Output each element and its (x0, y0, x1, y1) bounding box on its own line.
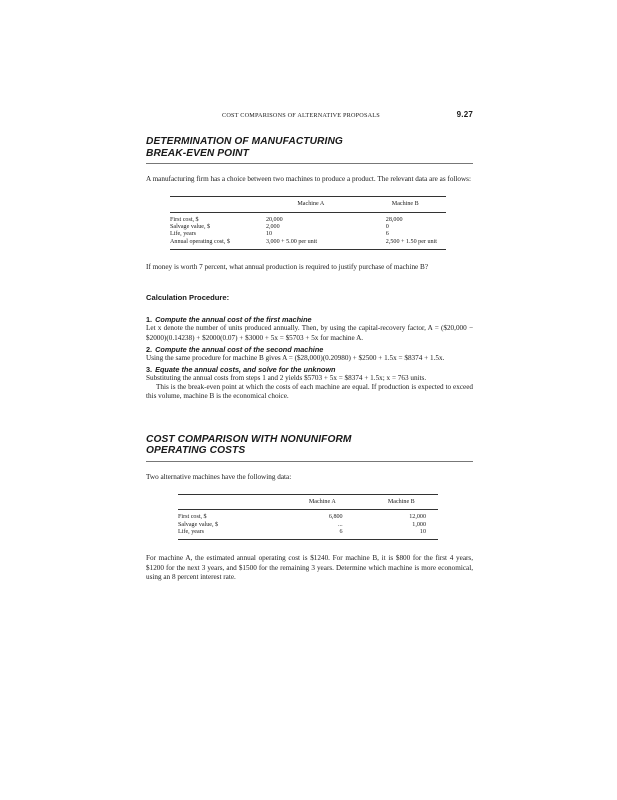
table-row (170, 212, 446, 224)
table-cell: 6 (280, 529, 365, 540)
problem-statement: For machine A, the estimated annual operating cost is $1240. For machine B, it is $800 for the first 4 years, $1200 for the next 3 years, and $1500 for the remaining 3 years. Determine which machine is more economical, using an 8 percent interest rate. (146, 554, 473, 581)
table-header-cell: Machine A (280, 494, 365, 509)
table-header-cell (178, 494, 280, 509)
step-title-text: Compute the annual cost of the first machine (155, 315, 312, 325)
table-cell: 0 (385, 224, 389, 231)
step-number: 1. (146, 315, 153, 325)
table-header-cell: Machine A (266, 197, 386, 212)
table-cell: 20,000 (265, 216, 283, 223)
machine-data-table (170, 196, 446, 250)
table-row (178, 522, 438, 529)
step-title-text: Equate the annual costs, and solve for the unknown (155, 365, 336, 375)
table-cell: 10 (265, 231, 273, 238)
table-header-cell (170, 197, 266, 212)
table-cell: 28,000 (385, 216, 403, 223)
table-cell: Annual operating cost, $ (170, 239, 266, 250)
table-cell: 6 (385, 231, 389, 238)
step-title (146, 365, 473, 374)
table-cell: First cost, $ (178, 514, 207, 521)
table-row (178, 510, 438, 522)
problem-intro: A manufacturing firm has a choice between two machines to produce a product. The relevant data are as follows: (146, 175, 471, 183)
table-cell: 1,000 (412, 521, 426, 528)
page-number: 9.27 (456, 110, 473, 119)
page-body (146, 110, 473, 582)
table-cell: 2,500 + 1.50 per unit (386, 239, 446, 250)
table-cell: First cost, $ (170, 216, 199, 223)
step-title (146, 345, 473, 354)
table-cell: Life, years (178, 529, 280, 540)
table-cell: Salvage value, $ (170, 224, 211, 231)
step-body-continued: This is the break-even point at which the costs of each machine are equal. If production is expected to exceed this volume, machine B is the economical choice. (146, 383, 473, 401)
table-row (178, 529, 438, 540)
table-row (170, 239, 446, 250)
section-heading-line: COST COMPARISON WITH NONUNIFORM (146, 433, 352, 445)
table-cell: 10 (365, 529, 438, 540)
problem-question: If money is worth 7 percent, what annual production is required to justify purchase of machine B? (146, 263, 429, 272)
step-title-text: Compute the annual cost of the second machine (155, 344, 324, 354)
step-body: Let x denote the number of units produced annually. Then, by using the capital-recovery factor, A = ($20,000 − $2000)(0.14238) + $2000(0.07) + $3000 + 5x = $5703 + 5x for machine A. (146, 324, 473, 342)
table-header-row (170, 197, 446, 212)
step-title (146, 315, 473, 324)
step-number: 3. (146, 365, 153, 375)
table-cell: 3,000 + 5.00 per unit (266, 239, 386, 250)
table-row (170, 224, 446, 231)
section-heading-line: BREAK-EVEN POINT (146, 147, 249, 159)
calculation-procedure-heading: Calculation Procedure: (146, 293, 230, 303)
table-cell: 2,000 (265, 224, 280, 231)
table-row (170, 231, 446, 238)
running-head-title: COST COMPARISONS OF ALTERNATIVE PROPOSALS (222, 112, 380, 119)
section-heading-nonuniform (146, 434, 473, 462)
table-header-cell: Machine B (386, 197, 446, 212)
running-head (146, 110, 473, 122)
table-cell: ... (338, 521, 343, 528)
step-body: Substituting the annual costs from steps 1 and 2 yields $5703 + 5x = $8374 + 1.5x; x = 763 units. (146, 374, 427, 383)
section-heading-line: DETERMINATION OF MANUFACTURING (146, 136, 343, 147)
section-heading-break-even (146, 136, 473, 164)
table-cell: Salvage value, $ (178, 521, 219, 528)
table-header-cell: Machine B (365, 494, 438, 509)
problem-intro: Two alternative machines have the following data: (146, 472, 292, 481)
step-body: Using the same procedure for machine B gives A = ($28,000)(0.20980) + $2500 + 1.5x = $8374 + 1.5x. (146, 353, 445, 362)
table-cell: 12,000 (409, 514, 426, 521)
step-number: 2. (146, 344, 153, 354)
table-cell: 6,800 (328, 514, 343, 521)
table-header-row (178, 494, 438, 509)
machine-data-table (178, 494, 438, 541)
table-cell: Life, years (170, 231, 197, 238)
section-heading-line: OPERATING COSTS (146, 445, 246, 457)
